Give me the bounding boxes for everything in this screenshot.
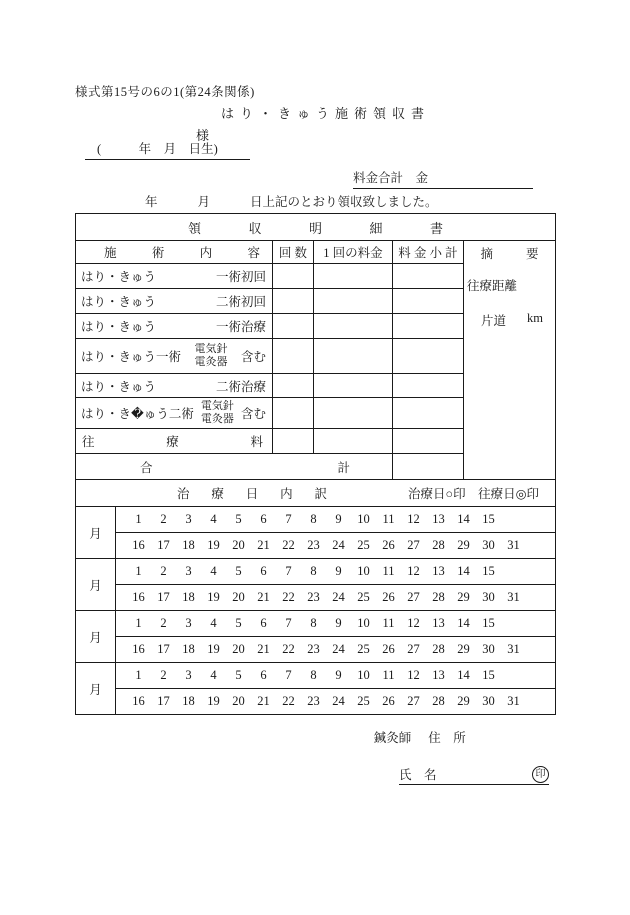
- fee-total-label: 料金合計 金: [353, 171, 429, 185]
- empty-subtotal-cell: [393, 339, 463, 373]
- days-row-16-31: 16 17 18 19 20 21 22 23 24 25 26 27 28 29 30 31: [132, 538, 520, 552]
- table-row-visit-fee: [76, 429, 463, 454]
- treatment-cell: はり・きゅう 二術治療: [76, 374, 273, 397]
- detail-columns-area: [76, 241, 464, 479]
- birthdate-blank-line: [85, 139, 250, 160]
- days-row-16-31: 16 17 18 19 20 21 22 23 24 25 26 27 28 29 30 31: [132, 694, 520, 708]
- receipt-statement: [145, 192, 438, 210]
- practitioner-address-line: [355, 713, 549, 761]
- electric-equipment-stack: 電気針 電灸器: [194, 343, 228, 368]
- name-label: 氏 名: [399, 768, 437, 782]
- empty-unit-fee-cell: [314, 374, 393, 397]
- empty-count-cell: [273, 398, 314, 428]
- treatment-cell: はり・きゅう一術 電気針 電灸器 含む: [76, 339, 273, 373]
- table-row-harikyu-first-double: [76, 289, 463, 314]
- month-block-1: [76, 507, 555, 559]
- empty-count-cell: [273, 289, 314, 313]
- col-header-count: 回 数: [273, 241, 314, 263]
- treatment-cell: はり・きゅう 一術初回: [76, 264, 273, 288]
- empty-subtotal-cell: [393, 289, 463, 313]
- receipt-year-label: 年: [145, 195, 158, 209]
- seal-mark: 印: [532, 766, 549, 783]
- month-block-2: [76, 559, 555, 611]
- treatment-cell: はり・き�ゅう二術 電気針 電灸器 含む: [76, 398, 273, 428]
- fee-total-blank-line: [353, 168, 533, 189]
- empty-unit-fee-cell: [314, 314, 393, 338]
- treatment-days-header-row: [76, 480, 555, 507]
- col-header-treatment: 施 術 内 容: [76, 241, 273, 263]
- month-label: 月: [76, 663, 116, 714]
- month-block-3: [76, 611, 555, 663]
- col-header-subtotal: 料 金 小 計: [398, 246, 458, 260]
- table-row-total: [76, 454, 463, 479]
- receipt-detail-table: [75, 213, 556, 715]
- days-row-1-15: 1 2 3 4 5 6 7 8 9 10 11 12 13 14 15: [116, 507, 555, 533]
- month-label: 月: [76, 559, 116, 610]
- form-number: 様式第15号の6の1(第24条関係): [75, 85, 255, 99]
- stamp-legend: 治療日○印 往療日◎印: [408, 487, 539, 501]
- days-grid: [116, 611, 555, 662]
- table-row-harikyu-double-treat: [76, 374, 463, 398]
- receipt-statement-text: 日上記のとおり領収致しました。: [250, 195, 438, 209]
- remarks-oneway-line: [464, 311, 555, 329]
- detail-table-body: [76, 241, 555, 480]
- address-label: 住 所: [428, 731, 466, 745]
- practitioner-signature-block: [355, 713, 549, 785]
- days-row-16-31: 16 17 18 19 20 21 22 23 24 25 26 27 28 29 30 31: [132, 642, 520, 656]
- remarks-column: [464, 241, 555, 479]
- birthdate-text: ( 年 月 日生): [97, 142, 218, 156]
- treatment-days-title: 治 療 日 内 訳: [177, 487, 327, 501]
- empty-count-cell: [273, 314, 314, 338]
- days-grid: [116, 559, 555, 610]
- table-row-single-electric: [76, 339, 463, 374]
- days-row-1-15: 1 2 3 4 5 6 7 8 9 10 11 12 13 14 15: [116, 663, 555, 689]
- table-row-harikyu-first-single: [76, 264, 463, 289]
- days-row-1-15: 1 2 3 4 5 6 7 8 9 10 11 12 13 14 15: [116, 559, 555, 585]
- name-signature-line: [399, 765, 549, 785]
- treatment-cell: はり・きゅう 二術初回: [76, 289, 273, 313]
- month-label: 月: [76, 611, 116, 662]
- remarks-km-unit: km: [527, 311, 543, 325]
- col-header-remarks: 摘 要: [480, 246, 539, 261]
- detail-table-title: 領 収 明 細 書: [188, 220, 443, 236]
- treatment-cell: はり・きゅう 一術治療: [76, 314, 273, 338]
- empty-subtotal-cell: [393, 374, 463, 397]
- remarks-oneway-label: 片道: [481, 314, 507, 328]
- empty-subtotal-cell: [393, 314, 463, 338]
- empty-count-cell: [273, 374, 314, 397]
- table-row-harikyu-single-treat: [76, 314, 463, 339]
- total-label-cell: 合 計: [76, 454, 393, 479]
- empty-count-cell: [273, 339, 314, 373]
- days-row-16-31: 16 17 18 19 20 21 22 23 24 25 26 27 28 29 30 31: [132, 590, 520, 604]
- empty-subtotal-cell: [393, 264, 463, 288]
- document-title: はり・きゅう施術領収書: [221, 106, 431, 121]
- treatment-cell: 往 療 料: [76, 429, 273, 453]
- empty-unit-fee-cell: [314, 429, 393, 453]
- empty-count-cell: [273, 429, 314, 453]
- detail-table-title-row: [76, 214, 555, 241]
- days-grid: [116, 507, 555, 558]
- column-header-row: [76, 241, 463, 264]
- receipt-month-label: 月: [197, 195, 211, 209]
- empty-unit-fee-cell: [314, 339, 393, 373]
- month-block-4: [76, 663, 555, 714]
- empty-unit-fee-cell: [314, 264, 393, 288]
- empty-subtotal-cell: [393, 398, 463, 428]
- practitioner-label: 鍼灸師: [373, 731, 412, 745]
- electric-equipment-stack: 電気針 電灸器: [200, 400, 234, 425]
- addressee-suffix: 様: [196, 128, 210, 143]
- empty-total-subtotal-cell: [393, 454, 463, 479]
- remarks-visit-distance: 往療距離: [467, 279, 518, 293]
- table-row-double-electric: [76, 398, 463, 429]
- days-row-1-15: 1 2 3 4 5 6 7 8 9 10 11 12 13 14 15: [116, 611, 555, 637]
- empty-unit-fee-cell: [314, 398, 393, 428]
- col-header-unit-fee: 1 回の料金: [314, 241, 393, 263]
- month-label: 月: [76, 507, 116, 558]
- empty-unit-fee-cell: [314, 289, 393, 313]
- days-grid: [116, 663, 555, 714]
- empty-subtotal-cell: [393, 429, 463, 453]
- empty-count-cell: [273, 264, 314, 288]
